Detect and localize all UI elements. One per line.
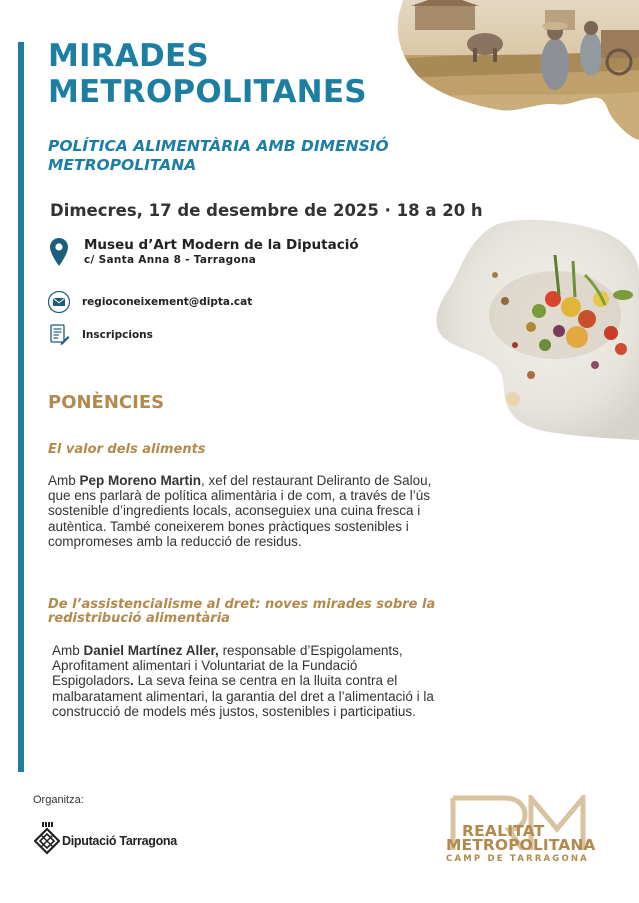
talk-2-line-5: construcció de models més justos, sostenibles i participatius. [52,703,416,719]
talk-2-description [52,643,492,719]
talk-2-line-3: Espigoladors. La seva feina se centra en la lluita contra el [52,673,398,689]
subtitle-line-2: METROPOLITANA [48,156,197,174]
talk-1-title [48,443,428,457]
farm-photo [395,0,639,140]
speaker-name: Daniel Martínez Aller, [83,643,219,658]
organizer-name: Diputació Tarragona [62,834,177,848]
map-pin-icon [50,238,68,266]
talk-2-title-line-1: De l’assistencialisme al dret: noves mirades sobre la [48,597,436,612]
envelope-icon [48,291,70,313]
speaker-name: Pep Moreno Martin [79,473,202,488]
title-line-1: MIRADES [48,38,209,74]
organizer-label: Organitza: [33,794,84,806]
page-title [48,38,408,110]
talk-1-line-1: Amb Pep Moreno Martin, xef del restaurant Deliranto de Salou, [48,473,432,488]
talk-1-line-3: sostenible d’ingredients locals, aconseguiex una cuina fresca i [48,503,421,519]
registration-link[interactable]: Inscripcions [82,329,153,341]
email-link[interactable]: regioconeixement@dipta.cat [82,296,253,308]
talk-1-line-2: que ens parlarà de política alimentària i de com, a través de l’ús [48,488,430,504]
talk-2-line-1: Amb Daniel Martínez Aller, responsable d’Espigolaments, [52,643,403,658]
venue-name: Museu d’Art Modern de la Diputació [84,237,359,253]
page-subtitle [48,137,478,175]
section-heading-talks: PONÈNCIES [48,392,165,413]
title-line-2: METROPOLITANES [48,74,367,110]
realitat-metropolitana-logo [440,770,595,870]
diputacio-logo-icon [34,822,60,856]
vegetables-photo [435,215,639,440]
talk-2-title-line-2: redistribució alimentària [48,611,230,626]
logo-line-2: METROPOLITANA [446,836,596,854]
talk-1-line-5: compromeses amb la reducció de residus. [48,533,302,549]
talk-1-title-line: El valor dels aliments [48,442,206,457]
talk-2-line-4: malbaratament alimentari, la garantia del dret a l’alimentació i la [52,688,434,704]
talk-1-description [48,473,488,549]
logo-line-1: REALITAT [462,822,545,840]
subtitle-line-1: POLÍTICA ALIMENTÀRIA AMB DIMENSIÓ [48,137,389,155]
talk-2-title [48,598,468,626]
accent-bar [18,42,24,772]
form-icon [50,324,70,346]
event-date: Dimecres, 17 de desembre de 2025 · 18 a 20 h [50,201,483,220]
talk-2-line-2: Aprofitament alimentari i Voluntariat de la Fundació [52,658,358,674]
logo-line-3: CAMP DE TARRAGONA [446,854,589,864]
venue-address: c/ Santa Anna 8 - Tarragona [84,254,257,266]
talk-1-line-4: autèntica. També coneixerem bones pràctiques sostenibles i [48,518,409,534]
